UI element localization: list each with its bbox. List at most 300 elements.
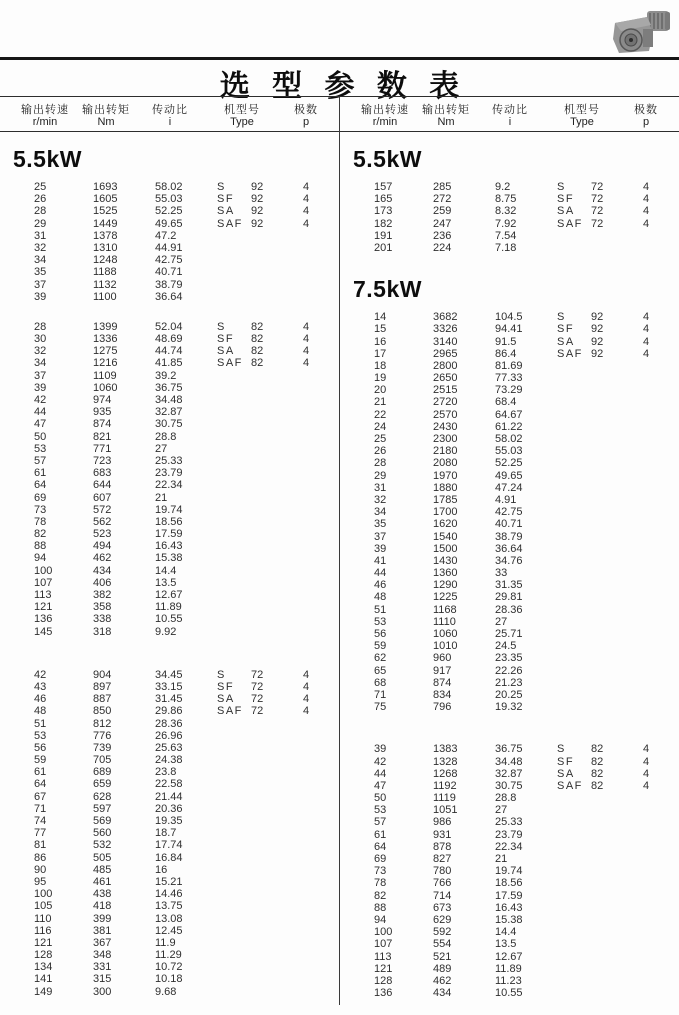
poles-cell	[643, 421, 663, 433]
torque-cell: 358	[93, 601, 112, 614]
speed-cell: 69	[374, 853, 387, 865]
model-size-cell	[591, 457, 643, 469]
poles-cell: 4	[643, 779, 650, 792]
ratio-cell: 28.36	[155, 717, 183, 730]
table-row	[340, 421, 679, 433]
speed-cell: 16	[374, 335, 387, 348]
torque-cell: 1449	[93, 217, 118, 230]
speed-cell: 47	[374, 779, 387, 792]
speed-cell: 39	[374, 542, 387, 555]
model-type-cell	[217, 601, 251, 613]
speed-cell: 51	[34, 717, 47, 730]
model-type-cell	[217, 577, 251, 589]
ratio-header: 传动比	[492, 104, 528, 116]
ratio-cell: 49.65	[495, 469, 523, 482]
speed-cell: 15	[374, 323, 387, 336]
speed-cell: 29	[34, 217, 47, 230]
torque-cell: 2300	[433, 433, 458, 445]
model-type-cell	[557, 604, 591, 616]
poles-cell	[643, 543, 663, 555]
speed-cell: 77	[34, 827, 47, 840]
model-type-cell	[217, 467, 251, 479]
model-type-cell: SF	[217, 193, 235, 206]
model-type-cell	[217, 973, 251, 985]
speed-cell: 26	[34, 193, 47, 206]
ratio-cell: 16.43	[155, 540, 183, 553]
ratio-cell: 81.69	[495, 359, 523, 372]
model-size-cell: 72	[251, 693, 264, 706]
poles-cell	[303, 986, 323, 998]
table-row	[0, 949, 339, 961]
table-row	[0, 705, 339, 717]
speed-cell: 28	[34, 320, 47, 333]
speed-cell: 53	[374, 615, 387, 628]
speed-cell: 73	[34, 503, 47, 516]
speed-cell: 56	[374, 628, 387, 640]
torque-header: 输出转矩	[82, 104, 130, 116]
table-row	[0, 418, 339, 430]
speed-cell: 48	[374, 591, 387, 604]
table-row	[0, 681, 339, 693]
poles-cell: 4	[303, 205, 310, 218]
ratio-cell: 13.75	[155, 900, 183, 913]
torque-cell: 887	[93, 693, 112, 706]
model-size-cell	[251, 467, 303, 479]
poles-cell	[303, 516, 323, 528]
model-type-cell	[557, 409, 591, 421]
model-type-cell: SF	[557, 323, 575, 336]
model-size-cell	[251, 230, 303, 242]
speed-cell: 165	[374, 193, 393, 206]
poles-cell	[303, 900, 323, 912]
speed-cell: 71	[34, 802, 47, 815]
model-unit: Type	[570, 116, 594, 128]
speed-cell: 62	[374, 652, 387, 665]
table-row	[340, 841, 679, 853]
table-row	[340, 951, 679, 963]
poles-cell	[643, 433, 663, 445]
model-type-cell	[557, 579, 591, 591]
table-row	[0, 803, 339, 815]
table-row	[340, 470, 679, 482]
model-size-cell	[251, 504, 303, 516]
model-size-cell	[251, 431, 303, 443]
model-size-cell	[591, 242, 643, 254]
poles-unit: p	[642, 116, 650, 128]
table-row	[340, 457, 679, 469]
model-size-cell	[591, 482, 643, 494]
model-type-cell	[557, 567, 591, 579]
speed-cell: 43	[34, 680, 47, 693]
ratio-cell: 15.38	[495, 913, 523, 926]
speed-unit: r/min	[32, 116, 58, 128]
table-row	[340, 579, 679, 591]
table-row	[340, 640, 679, 652]
torque-cell: 1430	[433, 554, 458, 567]
model-type-cell	[217, 986, 251, 998]
model-size-cell	[251, 839, 303, 851]
model-type-cell	[217, 279, 251, 291]
model-type-cell: SAF	[217, 217, 243, 230]
ratio-series-group	[0, 181, 339, 303]
ratio-cell: 86.4	[495, 347, 517, 360]
speed-cell: 46	[34, 693, 47, 706]
model-type-cell: SA	[557, 205, 575, 218]
poles-cell	[303, 913, 323, 925]
poles-cell	[643, 665, 663, 677]
model-size-cell	[591, 640, 643, 652]
table-row	[0, 321, 339, 333]
speed-cell: 42	[34, 668, 47, 681]
model-size-cell: 72	[251, 680, 264, 693]
ratio-cell: 22.58	[155, 778, 183, 791]
speed-cell: 128	[374, 974, 393, 987]
poles-cell	[643, 591, 663, 603]
poles-cell	[303, 577, 323, 589]
speed-cell: 31	[374, 481, 387, 494]
poles-cell	[303, 949, 323, 961]
table-row	[340, 665, 679, 677]
model-size-cell	[251, 913, 303, 925]
torque-cell: 569	[93, 815, 112, 827]
model-size-cell	[251, 266, 303, 278]
poles-cell: 4	[643, 755, 650, 768]
model-size-cell	[591, 433, 643, 445]
power-section	[0, 146, 339, 998]
ratio-cell: 13.08	[155, 912, 183, 925]
poles-cell	[303, 565, 323, 577]
speed-cell: 20	[374, 384, 387, 397]
torque-cell: 381	[93, 924, 112, 937]
model-type-cell: SA	[217, 205, 235, 218]
table-row	[340, 506, 679, 518]
ratio-cell: 30.75	[495, 779, 523, 792]
speed-cell: 121	[374, 962, 393, 975]
table-row	[340, 616, 679, 628]
torque-cell: 796	[433, 701, 452, 714]
table-row	[0, 382, 339, 394]
ratio-cell: 34.48	[155, 394, 183, 406]
model-size-cell	[591, 963, 643, 975]
model-type-cell	[217, 418, 251, 430]
model-type-cell	[557, 902, 591, 914]
table-row	[0, 827, 339, 839]
ratio-cell: 38.79	[495, 530, 523, 543]
ratio-series-group	[0, 321, 339, 638]
ratio-cell: 36.75	[155, 381, 183, 394]
torque-cell: 1010	[433, 640, 458, 653]
model-size-cell	[591, 604, 643, 616]
poles-cell: 4	[643, 347, 650, 360]
poles-cell: 4	[303, 193, 310, 206]
model-size-cell	[251, 552, 303, 564]
speed-cell: 107	[34, 576, 53, 589]
speed-cell: 94	[34, 552, 47, 565]
model-size-cell	[591, 792, 643, 804]
torque-cell: 272	[433, 193, 452, 206]
model-size-cell	[251, 900, 303, 912]
torque-cell: 628	[93, 790, 112, 803]
torque-cell: 300	[93, 985, 112, 998]
model-size-cell: 92	[251, 181, 264, 193]
speed-cell: 64	[34, 479, 47, 492]
model-type-cell	[217, 479, 251, 491]
table-row	[0, 357, 339, 369]
speed-cell: 39	[34, 290, 47, 303]
model-size-cell	[591, 914, 643, 926]
table-row	[0, 181, 339, 193]
poles-cell	[303, 839, 323, 851]
poles-cell: 4	[303, 680, 310, 693]
torque-cell: 485	[93, 863, 112, 876]
speed-cell: 30	[34, 333, 47, 346]
speed-cell: 110	[34, 912, 52, 925]
left-column-body	[0, 146, 339, 998]
torque-cell: 462	[433, 974, 452, 987]
model-size-cell	[251, 279, 303, 291]
torque-cell: 1110	[433, 615, 456, 628]
model-type-cell	[217, 961, 251, 973]
table-row	[340, 409, 679, 421]
torque-cell: 2515	[433, 384, 458, 397]
ratio-cell: 22.34	[155, 479, 183, 492]
model-size-cell	[251, 626, 303, 638]
torque-cell: 532	[93, 839, 112, 852]
model-size-cell	[591, 951, 643, 963]
torque-cell: 461	[93, 875, 112, 888]
model-size-cell: 72	[251, 668, 264, 681]
speed-cell: 100	[34, 564, 53, 577]
model-size-cell	[591, 829, 643, 841]
model-type-cell	[557, 531, 591, 543]
table-row	[0, 626, 339, 638]
speed-cell: 32	[34, 345, 47, 358]
table-row	[340, 963, 679, 975]
model-type-cell	[217, 864, 251, 876]
table-row	[0, 479, 339, 491]
model-size-cell	[591, 652, 643, 664]
ratio-cell: 61.22	[495, 420, 523, 433]
speed-cell: 48	[34, 705, 47, 718]
poles-cell	[303, 852, 323, 864]
torque-cell: 554	[433, 938, 452, 951]
torque-cell: 974	[93, 394, 112, 406]
table-row	[0, 961, 339, 973]
model-type-cell	[557, 396, 591, 408]
speed-cell: 113	[34, 589, 52, 601]
table-row	[0, 193, 339, 205]
speed-cell: 78	[34, 515, 47, 528]
ratio-cell: 7.92	[495, 217, 517, 230]
speed-cell: 59	[374, 640, 387, 653]
table-row	[0, 552, 339, 564]
model-size-cell	[591, 230, 643, 242]
speed-cell: 37	[34, 369, 47, 382]
model-type-cell	[557, 640, 591, 652]
ratio-cell: 7.18	[495, 241, 517, 254]
ratio-cell: 26.96	[155, 729, 183, 742]
table-row	[0, 839, 339, 851]
ratio-cell: 58.02	[495, 433, 523, 445]
model-type-cell	[557, 987, 591, 999]
torque-cell: 1540	[433, 530, 458, 543]
model-size-cell: 72	[591, 193, 604, 206]
poles-cell	[643, 494, 663, 506]
ratio-cell: 52.25	[155, 205, 183, 218]
torque-cell: 673	[433, 901, 452, 914]
speed-cell: 29	[374, 469, 387, 482]
model-type-cell	[217, 504, 251, 516]
torque-header: 输出转矩	[422, 104, 470, 116]
model-type-cell: SA	[217, 345, 235, 358]
torque-cell: 683	[93, 467, 112, 480]
model-size-cell	[251, 803, 303, 815]
poles-cell	[643, 384, 663, 396]
poles-cell	[303, 815, 323, 827]
gear-motor-photo-icon	[607, 7, 673, 59]
speed-cell: 82	[374, 889, 387, 902]
poles-cell	[643, 841, 663, 853]
speed-cell: 74	[34, 815, 47, 827]
model-size-cell	[251, 815, 303, 827]
ratio-cell: 20.25	[495, 688, 523, 701]
speed-cell: 95	[34, 875, 47, 888]
torque-cell: 224	[433, 241, 452, 254]
model-type-cell	[557, 890, 591, 902]
table-row	[0, 406, 339, 418]
speed-cell: 191	[374, 229, 393, 242]
table-row	[0, 516, 339, 528]
ratio-cell: 73.29	[495, 384, 523, 397]
poles-cell	[303, 443, 323, 455]
model-type-cell	[217, 718, 251, 730]
ratio-cell: 13.5	[155, 576, 177, 589]
table-row	[340, 384, 679, 396]
model-size-cell	[591, 890, 643, 902]
model-size-cell	[251, 876, 303, 888]
model-type-cell	[217, 742, 251, 754]
table-row	[0, 230, 339, 242]
ratio-cell: 38.79	[155, 278, 183, 291]
model-size-cell: 92	[591, 347, 604, 360]
speed-cell: 32	[374, 493, 387, 506]
model-type-cell	[217, 291, 251, 303]
power-section	[340, 146, 679, 254]
speed-cell: 39	[374, 743, 387, 756]
model-type-cell: S	[217, 668, 226, 681]
table-row	[340, 360, 679, 372]
ratio-cell: 32.87	[155, 406, 183, 419]
model-type-cell	[557, 242, 591, 254]
speed-cell: 42	[34, 394, 47, 406]
model-type-cell	[557, 591, 591, 603]
ratio-cell: 14.4	[495, 926, 517, 939]
ratio-cell: 28.36	[495, 603, 523, 616]
model-size-cell	[251, 613, 303, 625]
torque-cell: 367	[93, 936, 112, 949]
ratio-cell: 52.04	[155, 320, 183, 333]
poles-cell	[303, 766, 323, 778]
speed-cell: 31	[34, 229, 47, 242]
torque-cell: 523	[93, 528, 112, 541]
model-size-cell	[591, 579, 643, 591]
ratio-cell: 21.44	[155, 790, 183, 803]
speed-cell: 121	[34, 936, 53, 949]
model-size-cell	[251, 394, 303, 406]
poles-cell	[303, 540, 323, 552]
model-type-cell: SF	[557, 755, 575, 768]
ratio-cell: 55.03	[495, 445, 523, 458]
model-size-cell: 82	[251, 345, 264, 358]
model-type-cell	[217, 540, 251, 552]
torque-cell: 1188	[93, 266, 117, 279]
torque-cell: 904	[93, 668, 112, 681]
table-row	[340, 877, 679, 889]
ratio-cell: 19.74	[495, 865, 523, 878]
speed-cell: 182	[374, 217, 393, 230]
poles-cell	[643, 963, 663, 975]
table-row	[340, 780, 679, 792]
model-size-cell	[591, 360, 643, 372]
ratio-cell: 28.8	[495, 792, 517, 805]
model-type-cell	[217, 888, 251, 900]
model-type-cell	[557, 792, 591, 804]
speed-cell: 17	[374, 347, 387, 360]
poles-cell	[303, 888, 323, 900]
ratio-cell: 42.75	[495, 506, 523, 519]
speed-cell: 25	[34, 181, 47, 193]
speed-cell: 21	[374, 396, 387, 409]
model-size-cell	[251, 973, 303, 985]
poles-cell	[303, 370, 323, 382]
torque-cell: 897	[93, 680, 112, 693]
poles-cell: 4	[303, 357, 310, 370]
table-row	[0, 455, 339, 467]
torque-cell: 2800	[433, 359, 458, 372]
model-size-cell	[251, 565, 303, 577]
poles-cell	[643, 640, 663, 652]
ratio-cell: 42.75	[155, 254, 183, 267]
torque-cell: 1605	[93, 193, 118, 206]
poles-cell	[303, 418, 323, 430]
model-size-cell: 72	[591, 205, 604, 218]
speed-cell: 34	[34, 357, 47, 370]
model-size-cell	[591, 396, 643, 408]
poles-cell	[303, 613, 323, 625]
ratio-cell: 34.45	[155, 668, 183, 681]
model-type-cell	[217, 431, 251, 443]
torque-cell: 766	[433, 877, 452, 890]
model-type-cell	[557, 853, 591, 865]
torque-cell: 723	[93, 454, 112, 467]
model-size-cell	[251, 455, 303, 467]
table-row	[0, 669, 339, 681]
speed-cell: 44	[34, 406, 47, 419]
speed-cell: 53	[34, 442, 47, 455]
table-row	[340, 701, 679, 713]
speed-cell: 65	[374, 664, 387, 677]
ratio-cell: 22.26	[495, 664, 523, 677]
table-row	[340, 445, 679, 457]
torque-cell: 1620	[433, 518, 458, 531]
torque-cell: 1275	[93, 345, 118, 358]
torque-cell: 1268	[433, 767, 458, 780]
ratio-cell: 23.8	[155, 766, 177, 779]
model-size-cell	[251, 718, 303, 730]
poles-cell	[643, 360, 663, 372]
table-row	[340, 482, 679, 494]
ratio-cell: 11.23	[495, 974, 522, 987]
